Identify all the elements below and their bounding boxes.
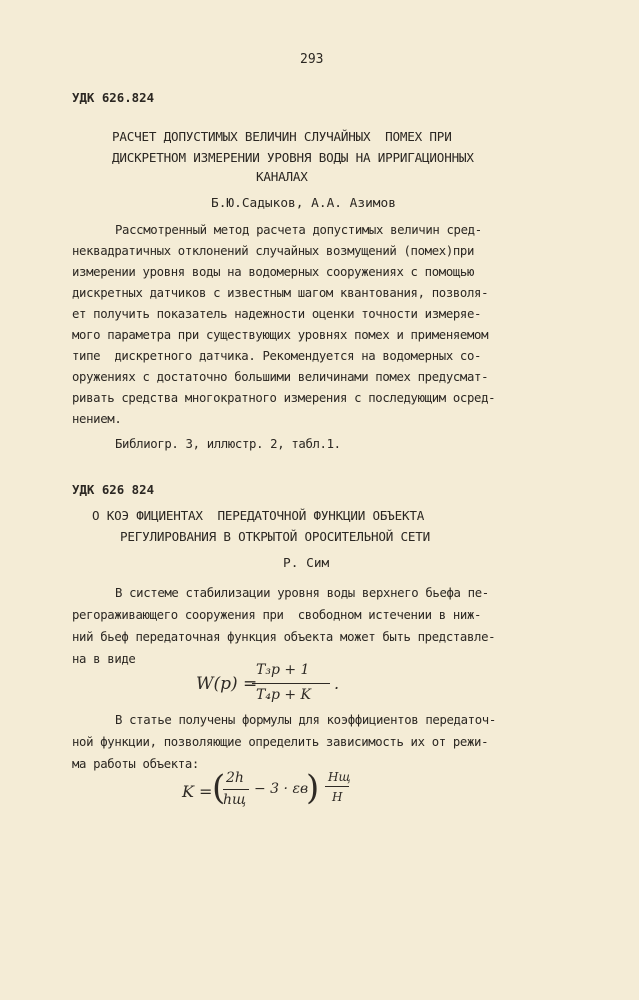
article1-abstract-line: нением.: [72, 412, 122, 426]
article2-title-line: РЕГУЛИРОВАНИЯ В ОТКРЫТОЙ ОРОСИТЕЛЬНОЙ СЕТИ: [120, 529, 431, 544]
article2-abstract-line: на в виде: [72, 652, 136, 666]
article2-title-line: О КОЭ ФИЦИЕНТАХ ПЕРЕДАТОЧНОЙ ФУНКЦИИ ОБЪЕКТА: [92, 508, 425, 523]
formula2-ratio-bar: [325, 786, 349, 787]
article1-abstract-line: измерении уровня воды на водомерных сооружениях с помощью: [72, 265, 475, 279]
formula1-lhs: W(p) =: [196, 674, 258, 694]
article2-authors: Р. Сим: [283, 556, 330, 571]
article1-abstract-line: дискретных датчиков с известным шагом квантования, позволя-: [72, 286, 489, 300]
article1-authors: Б.Ю.Садыков, А.А. Азимов: [211, 196, 396, 211]
article2-abstract-line: ний бьеф передаточная функция объекта может быть представле-: [72, 630, 496, 644]
article2-abstract-line: В системе стабилизации уровня воды верхнего бьефа пе-: [115, 586, 489, 600]
page-number: 293: [300, 52, 324, 67]
formula2-right-paren: ): [306, 768, 320, 808]
article1-abstract-line: оружениях с достаточно большими величинами помех предусмат-: [72, 370, 489, 384]
formula2-frac-denominator: hщ: [223, 792, 247, 808]
article2-abstract-line: регораживающего сооружения при свободном истечении в ниж-: [72, 608, 482, 622]
formula2-frac-numerator: 2h: [226, 770, 244, 786]
formula1-fraction-bar: [252, 683, 330, 684]
article1-abstract-line: ет получить показатель надежности оценки точности измеряе-: [72, 307, 482, 321]
article1-title-line: РАСЧЕТ ДОПУСТИМЫХ ВЕЛИЧИН СЛУЧАЙНЫХ ПОМЕХ ПРИ: [112, 129, 452, 144]
formula2-middle: − 3 · εв: [254, 781, 309, 797]
article2-udk: УДК 626 824: [72, 482, 155, 497]
article1-biblio: Библиогр. 3, иллюстр. 2, табл.1.: [115, 437, 341, 451]
formula1-end: .: [334, 674, 340, 693]
article1-title-line: ДИСКРЕТНОМ ИЗМЕРЕНИИ УРОВНЯ ВОДЫ НА ИРРИГАЦИОННЫХ: [112, 150, 474, 165]
article1-abstract-line: неквадратичных отклонений случайных возмущений (помех)при: [72, 244, 475, 258]
article1-udk: УДК 626.824: [72, 90, 155, 105]
article1-abstract-line: ривать средства многократного измерения с последующим осред-: [72, 391, 496, 405]
transfer-function-formula: [196, 660, 356, 710]
article2-abstract-line: В статье получены формулы для коэффициентов передаточ-: [115, 713, 496, 727]
formula2-frac-bar: [223, 789, 249, 790]
formula2-ratio-numerator: Hщ: [328, 770, 351, 784]
article2-abstract-line: ной функции, позволяющие определить зависимость их от режи-: [72, 735, 489, 749]
formula2-ratio-denominator: H: [332, 790, 343, 804]
formula2-left-paren: (: [212, 768, 226, 808]
article1-abstract-line: Рассмотренный метод расчета допустимых величин сред-: [115, 223, 482, 237]
formula1-numerator: T₃p + 1: [256, 662, 310, 678]
article1-abstract-line: мого параметра при существующих уровнях помех и применяемом: [72, 328, 489, 342]
article1-abstract-line: типе дискретного датчика. Рекомендуется на водомерных со-: [72, 349, 482, 363]
coefficient-formula: [182, 768, 362, 814]
article2-abstract-line: ма работы объекта:: [72, 757, 199, 771]
formula2-lhs: K =: [182, 782, 213, 801]
article1-title-line: КАНАЛАХ: [256, 169, 308, 184]
formula1-denominator: T₄p + K: [256, 687, 312, 703]
